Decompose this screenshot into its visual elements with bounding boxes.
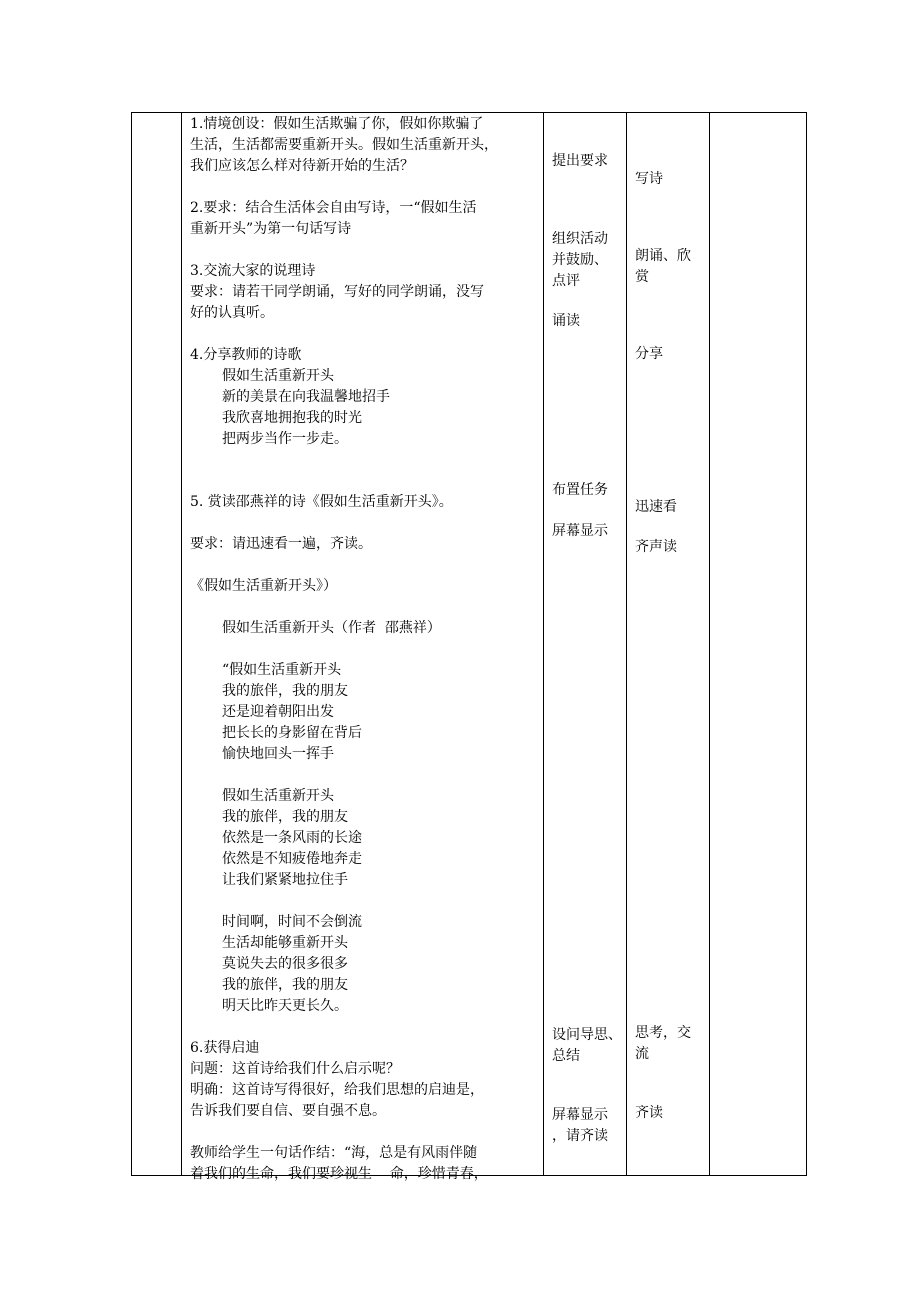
student-activity-line: 赏 [635, 269, 649, 285]
content-line: 5. 赏读邵燕祥的诗《假如生活重新开头》。 [190, 494, 453, 510]
content-line: 1.情境创设：假如生活欺骗了你，假如你欺骗了 [190, 116, 484, 132]
student-activity: 齐读 [635, 1105, 663, 1121]
poem-line: 依然是不知疲倦地奔走 [222, 851, 362, 867]
content-line: 教师给学生一句话作结：“海，总是有风雨伴随 [190, 1145, 478, 1161]
teacher-activity: 提出要求 [552, 153, 608, 169]
content-line: 要求：请若干同学朗诵，写好的同学朗诵，没写 [190, 284, 484, 300]
column-divider [626, 113, 627, 1175]
poem-line: 还是迎着朝阳出发 [222, 704, 334, 720]
content-line: 重新开头”为第一句话写诗 [190, 221, 352, 237]
content-line: 要求：请迅速看一遍，齐读。 [190, 536, 372, 552]
content-column [190, 114, 545, 1185]
column-divider [709, 113, 710, 1175]
poem-title: 假如生活重新开头（作者 邵燕祥） [222, 620, 441, 636]
teacher-activity-line: 组织活动 [552, 231, 608, 247]
column-divider [181, 113, 182, 1175]
poem-line: 生活却能够重新开头 [222, 935, 348, 951]
poem-line: 让我们紧紧地拉住手 [222, 872, 348, 888]
content-line: 问题：这首诗给我们什么启示呢？ [190, 1061, 400, 1077]
content-line: 3.交流大家的说理诗 [190, 263, 316, 279]
poem-line: 我的旅伴，我的朋友 [222, 809, 348, 825]
student-activity: 写诗 [635, 171, 663, 187]
teacher-activity-line: 设问导思、 [552, 1027, 622, 1043]
teacher-activity: 布置任务 [552, 482, 608, 498]
teacher-activity: 诵读 [552, 313, 580, 329]
teacher-activity-line: 点评 [552, 273, 580, 289]
poem-line: 愉快地回头一挥手 [222, 746, 334, 762]
student-activity: 分享 [635, 346, 663, 362]
student-activity: 齐声读 [635, 539, 677, 555]
content-line: 着我们的生命，我们要珍视生 命，珍惜青春， [190, 1166, 488, 1182]
student-activity-line: 朗诵、欣 [635, 248, 691, 264]
poem-line: 我的旅伴，我的朋友 [222, 683, 348, 699]
poem-line: 依然是一条风雨的长途 [222, 830, 362, 846]
poem-line: 把两步当作一步走。 [222, 431, 348, 447]
content-line: 《假如生活重新开头》） [190, 578, 337, 594]
student-activity-line: 思考，交 [635, 1025, 691, 1041]
teacher-activity [552, 1105, 608, 1147]
poem-line: 假如生活重新开头 [222, 788, 334, 804]
poem-line: 明天比昨天更长久。 [222, 998, 348, 1014]
content-line: 明确：这首诗写得很好，给我们思想的启迪是， [190, 1082, 484, 1098]
student-activity: 迅速看 [635, 499, 677, 515]
content-line: 我们应该怎么样对待新开始的生活？ [190, 158, 414, 174]
student-activity [635, 246, 691, 288]
poem-line: 假如生活重新开头 [222, 368, 334, 384]
content-line: 4.分享教师的诗歌 [190, 347, 302, 363]
content-line: 好的认真听。 [190, 305, 274, 321]
teacher-activity: 屏幕显示 [552, 523, 608, 539]
teacher-activity [552, 229, 608, 292]
content-line: 6.获得启迪 [190, 1040, 260, 1056]
teacher-activity-line: 屏幕显示 [552, 1107, 608, 1123]
content-line: 告诉我们要自信、要自强不息。 [190, 1103, 386, 1119]
poem-line: 我欣喜地拥抱我的时光 [222, 410, 362, 426]
teacher-activity-line: 总结 [552, 1048, 580, 1064]
student-activity-line: 流 [635, 1046, 649, 1062]
teacher-activity [552, 1025, 622, 1067]
student-activity [635, 1023, 691, 1065]
poem-line: 新的美景在向我温馨地招手 [222, 389, 390, 405]
poem-line: “假如生活重新开头 [222, 662, 342, 678]
content-line: 2.要求：结合生活体会自由写诗，一“假如生活 [190, 200, 477, 216]
lesson-table [131, 112, 807, 1182]
teacher-activity-line: ，请齐读 [552, 1128, 608, 1144]
poem-line: 我的旅伴，我的朋友 [222, 977, 348, 993]
poem-line: 时间啊，时间不会倒流 [222, 914, 362, 930]
poem-line: 莫说失去的很多很多 [222, 956, 348, 972]
content-line: 生活，生活都需要重新开头。假如生活重新开头， [190, 137, 498, 153]
poem-line: 把长长的身影留在背后 [222, 725, 362, 741]
teacher-activity-line: 并鼓励、 [552, 252, 608, 268]
